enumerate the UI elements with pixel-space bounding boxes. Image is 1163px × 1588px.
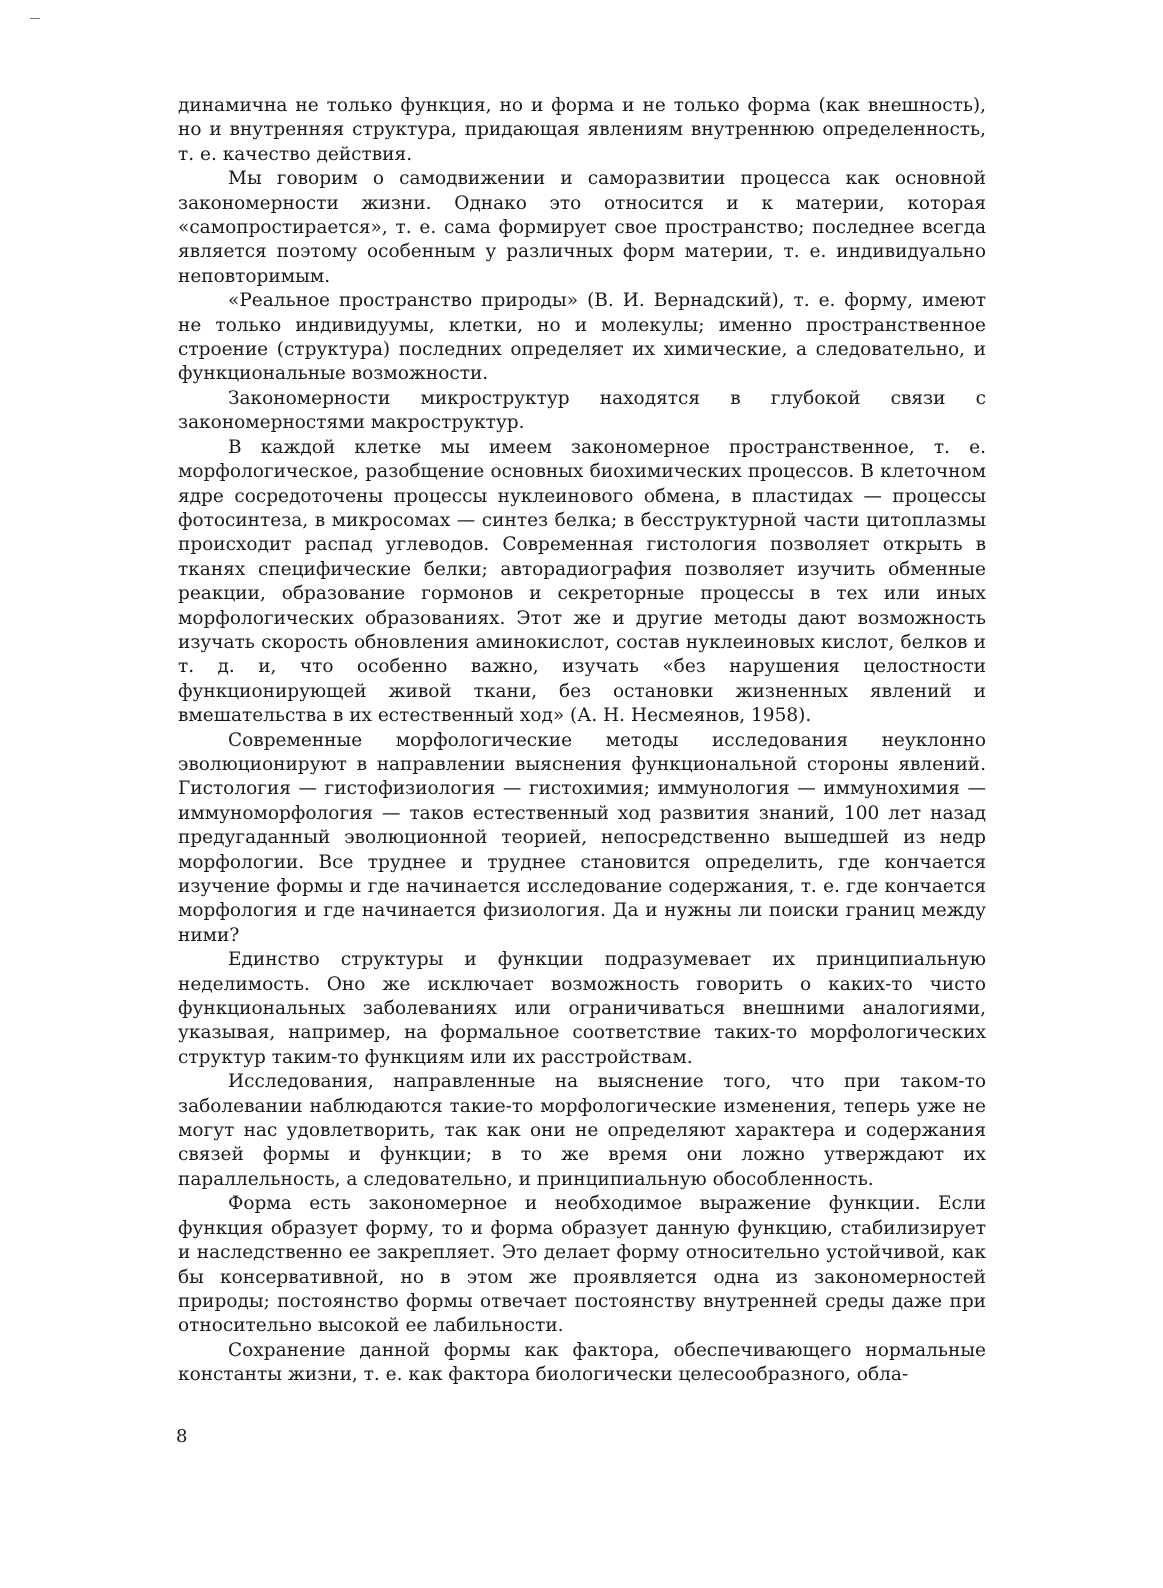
paragraph-5: В каждой клетке мы имеем закономерное пространственное, т. е. морфологическое, разобщение основных биохимических процессов. В клеточном ядре сосредоточены процессы нуклеинового обмена, в пластидах — процессы фотосинтеза, в микросомах — синтез белка; в бесструктурной части цитоплазмы происходит распад углеводов. Современная гистология позволяет открыть в тканях специфические белки; авторадиография позволяет изучить обменные реакции, образование гормонов и секреторные процессы в тех или иных морфологических образованиях. Этот же и другие методы дают возможность изучать скорость обновления аминокислот, состав нуклеиновых кислот, белков и т. д. и, что особенно важно, изучать «без нарушения целостности функционирующей живой ткани, без остановки жизненных явлений и вмешательства в их естественный ход» (А. Н. Несмеянов, 1958).: [178, 436, 986, 727]
paragraph-3: «Реальное пространство природы» (В. И. Вернадский), т. е. форму, имеют не только индивидуумы, клетки, но и молекулы; именно пространственное строение (структура) последних определяет их химические, а следовательно, и функциональные возможности.: [178, 290, 986, 385]
paragraph-10: Сохранение данной формы как фактора, обеспечивающего нормальные константы жизни, т. е. как фактора биологически целесообразного, обла-: [178, 1339, 986, 1386]
scan-artifact-mark: [30, 18, 40, 19]
paragraph-2: Мы говорим о самодвижении и саморазвитии процесса как основной закономерности жизни. Однако это относится и к материи, которая «самопростирается», т. е. сама формирует свое пространство; последнее всегда является поэтому особенным у различных форм материи, т. е. индивидуально неповторимым.: [178, 168, 986, 287]
body-text: [178, 94, 986, 1388]
paragraph-6: Современные морфологические методы исследования неуклонно эволюционируют в направлении выяснения функциональной стороны явлений. Гистология — гистофизиология — гистохимия; иммунология — иммунохимия — иммуноморфология — таков естественный ход развития знаний, 100 лет назад предугаданный эволюционной теорией, непосредственно вышедшей из недр морфологии. Все труднее и труднее становится определить, где кончается изучение формы и где начинается исследование содержания, т. е. где кончается морфология и где начинается физиология. Да и нужны ли поиски границ между ними?: [178, 729, 986, 946]
page-number: 8: [176, 1426, 188, 1447]
paragraph-8: Исследования, направленные на выяснение того, что при таком-то заболевании наблюдаются такие-то морфологические изменения, теперь уже не могут нас удовлетворить, так как они не определяют характера и содержания связей формы и функции; в то же время они ложно утверждают их параллельность, а следовательно, и принципиальную обособленность.: [178, 1071, 986, 1190]
paragraph-4: Закономерности микроструктур находятся в глубокой связи с закономерностями макроструктур.: [178, 387, 986, 434]
paragraph-1: динамична не только функция, но и форма и не только форма (как внешность), но и внутренняя структура, придающая явлениям внутреннюю определенность, т. е. качество действия.: [178, 95, 986, 165]
paragraph-7: Единство структуры и функции подразумевает их принципиальную неделимость. Оно же исключает возможность говорить о каких-то чисто функциональных заболеваниях или ограничиваться внешними аналогиями, указывая, например, на формальное соответствие таких-то морфологических структур таким-то функциям или их расстройствам.: [178, 949, 986, 1068]
paragraph-9: Форма есть закономерное и необходимое выражение функции. Если функция образует форму, то и форма образует данную функцию, стабилизирует и наследственно ее закрепляет. Это делает форму относительно устойчивой, как бы консервативной, но в этом же проявляется одна из закономерностей природы; постоянство формы отвечает постоянству внутренней среды даже при относительно высокой ее лабильности.: [178, 1193, 986, 1337]
